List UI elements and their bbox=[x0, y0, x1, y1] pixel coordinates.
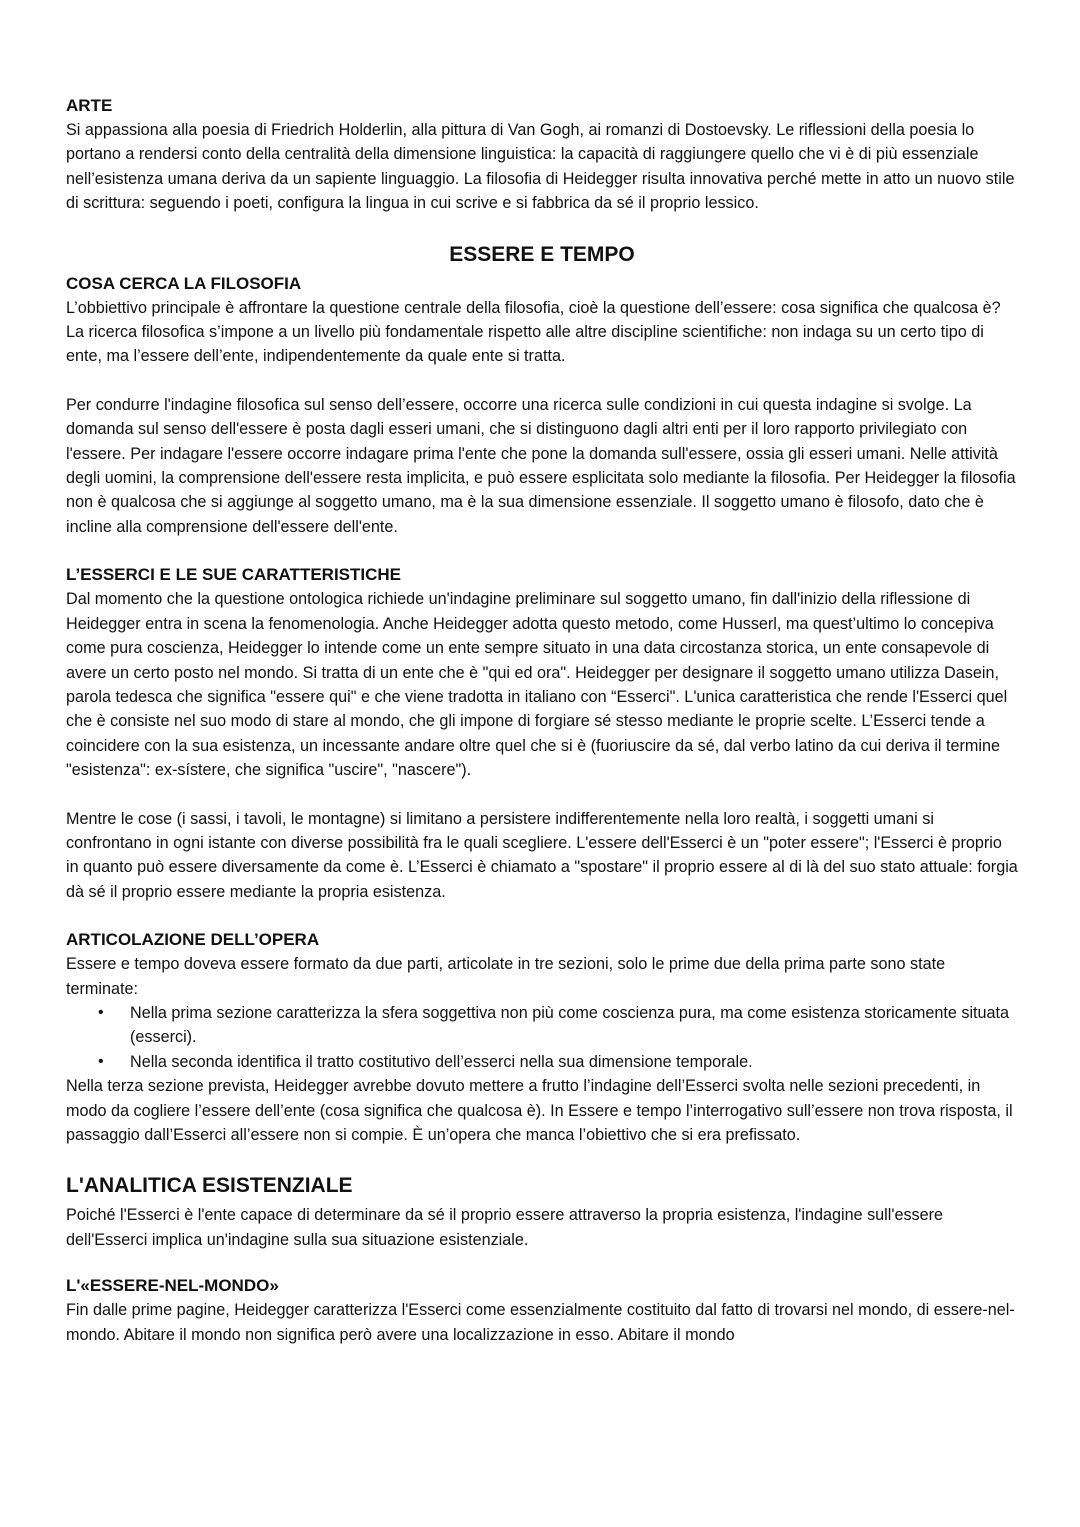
cosa-cerca-paragraph-1: L’obbiettivo principale è affrontare la questione centrale della filosofia, cioè la questione dell’essere: cosa significa che qualcosa è? La ricerca filosofica s’impone a un livello più fondamentale rispetto alle altre discipline scientifiche: non indaga su un certo tipo di ente, ma l’essere dell’ente, indipendentemente da quale ente si tratta. bbox=[66, 298, 1001, 366]
articolazione-bullet-list bbox=[66, 1001, 1018, 1074]
esserci-paragraph-1: Dal momento che la questione ontologica richiede un'indagine preliminare sul soggetto umano, fin dall'inizio della riflessione di Heidegger entra in scena la fenomenologia. Anche Heidegger adotta questo metodo, come Husserl, ma quest’ultimo lo concepiva come pura coscienza, Heidegger lo intende come un ente sempre situato in una data circostanza storica, un ente consapevole di avere un certo posto nel mondo. Si tratta di un ente che è "qui ed ora". Heidegger per designare il soggetto umano utilizza Dasein, parola tedesca che significa "essere qui" e che viene tradotta in italiano con “Esserci". L'unica caratteristica che rende l'Esserci quel che è consiste nel suo modo di stare al mondo, che gli impone di forgiare sé stesso mediante le proprie scelte. L’Esserci tende a coincidere con la sua esistenza, un incessante andare oltre quel che si è (fuoriuscire da sé, dal verbo latino da cui deriva il termine "esistenza": ex-sístere, che significa "uscire", "nascere"). bbox=[66, 590, 1008, 780]
analitica-heading: L'ANALITICA ESISTENZIALE bbox=[66, 1174, 353, 1198]
cosa-cerca-paragraph-2: Per condurre l'indagine filosofica sul senso dell’essere, occorre una ricerca sulle condizioni in cui questa indagine si svolge. La domanda sul senso dell'essere è posta dagli esseri umani, che si distinguono dagli altri enti per il loro rapporto privilegiato con l'essere. Per indagare l'essere occorre indagare prima l'ente che pone la domanda sull'essere, ossia gli esseri umani. Nelle attività degli uomini, la comprensione dell'essere resta implicita, e può essere esplicitata solo mediante la filosofia. Per Heidegger la filosofia non è qualcosa che si aggiunge al soggetto umano, ma è la sua dimensione essenziale. Il soggetto umano è filosofo, dato che è incline alla comprensione dell'essere dell'ente. bbox=[66, 395, 1016, 536]
essere-nel-mondo-paragraph: Fin dalle prime pagine, Heidegger caratterizza l'Esserci come essenzialmente costituito dal fatto di trovarsi nel mondo, di essere-nel-mondo. Abitare il mondo non significa però avere una localizzazione in esso. Abitare il mondo bbox=[66, 1301, 1015, 1344]
arte-heading: ARTE bbox=[66, 96, 113, 115]
esserci-paragraph-2: Mentre le cose (i sassi, i tavoli, le montagne) si limitano a persistere indifferentemente nella loro realtà, i soggetti umani si confrontano in ogni istante con diverse possibilità fra le quali scegliere. L'essere dell'Esserci è un "poter essere"; l'Esserci è proprio in quanto può essere diversamente da come è. L’Esserci è chiamato a "spostare" il proprio essere al di là del suo stato attuale: forgia dà sé il proprio essere mediante la propria esistenza. bbox=[66, 809, 1018, 901]
list-item-text: Nella seconda identifica il tratto costitutivo dell’esserci nella sua dimensione temporale. bbox=[130, 1052, 753, 1071]
cosa-cerca-heading: COSA CERCA LA FILOSOFIA bbox=[66, 273, 302, 293]
articolazione-heading: ARTICOLAZIONE DELL’OPERA bbox=[66, 930, 320, 950]
bullet-icon: • bbox=[98, 1003, 104, 1021]
list-item-text: Nella prima sezione caratterizza la sfera soggettiva non più come coscienza pura, ma come esistenza storicamente situata (esserci). bbox=[130, 1003, 1010, 1047]
list-item bbox=[66, 1001, 1018, 1050]
list-item bbox=[66, 1050, 1018, 1074]
bullet-icon: • bbox=[98, 1052, 104, 1070]
essere-e-tempo-title: ESSERE E TEMPO bbox=[449, 242, 635, 266]
arte-paragraph: Si appassiona alla poesia di Friedrich Holderlin, alla pittura di Van Gogh, ai romanzi di Dostoevsky. Le riflessioni della poesia lo portano a rendersi conto della centralità della dimensione linguistica: la capacità di raggiungere quello che vi è di più essenziale nell’esistenza umana deriva da un sapiente linguaggio. La filosofia di Heidegger risulta innovativa perché mette in atto un nuovo stile di scrittura: seguendo i poeti, configura la lingua in cui scrive e si fabbrica da sé il proprio lessico. bbox=[66, 121, 1015, 213]
document-page bbox=[66, 94, 1018, 1347]
essere-nel-mondo-heading: L'«ESSERE-NEL-MONDO» bbox=[66, 1276, 279, 1296]
articolazione-intro: Essere e tempo doveva essere formato da due parti, articolate in tre sezioni, solo le prime due della prima parte sono state terminate: bbox=[66, 955, 946, 998]
articolazione-outro: Nella terza sezione prevista, Heidegger avrebbe dovuto mettere a frutto l’indagine dell’Esserci svolta nelle sezioni precedenti, in modo da cogliere l’essere dell’ente (cosa significa che qualcosa è). In Essere e tempo l’interrogativo sull’essere non trova risposta, il passaggio dall’Esserci all’essere non si compie. È un’opera che manca l’obiettivo che si era prefissato. bbox=[66, 1077, 1013, 1144]
analitica-paragraph: Poiché l'Esserci è l'ente capace di determinare da sé il proprio essere attraverso la propria esistenza, l'indagine sull'essere dell'Esserci implica un'indagine sulla sua situazione esistenziale. bbox=[66, 1206, 944, 1249]
esserci-heading: L’ESSERCI E LE SUE CARATTERISTICHE bbox=[66, 565, 402, 585]
